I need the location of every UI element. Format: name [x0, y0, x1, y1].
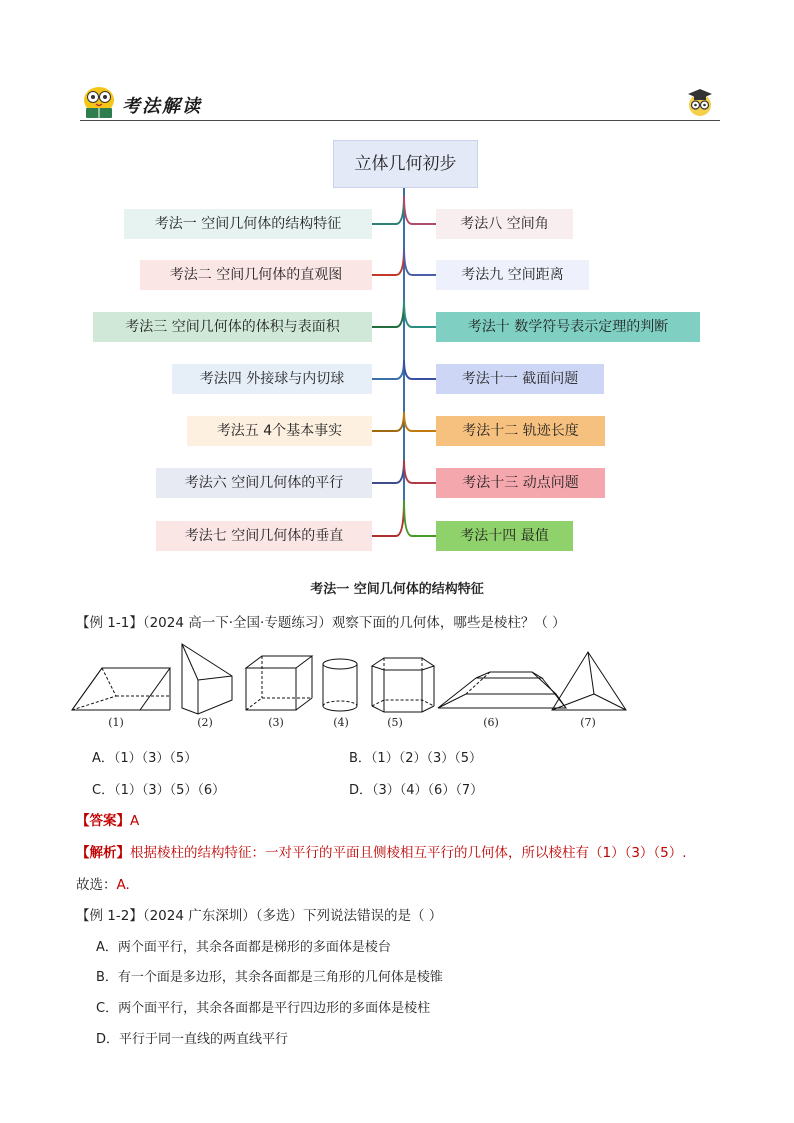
example-1-1-answer	[76, 809, 139, 829]
mindmap-root: 立体几何初步	[333, 140, 478, 188]
mindmap-left-item: 考法一 空间几何体的结构特征	[124, 209, 372, 239]
answer-tag: 【答案】	[76, 813, 130, 829]
mindmap-left-item: 考法五 4个基本事实	[187, 416, 372, 446]
mindmap-left-item: 考法三 空间几何体的体积与表面积	[93, 312, 372, 342]
figure-caption: (5)	[387, 716, 403, 729]
header-title: 考法解读	[122, 96, 202, 117]
conclusion-value: A.	[116, 877, 130, 893]
example-1-2-option-c: C．两个面平行，其余各面都是平行四边形的多面体是棱柱	[96, 1001, 431, 1016]
mindmap-right-item: 考法十三 动点问题	[436, 468, 605, 498]
mindmap-left-item: 考法六 空间几何体的平行	[156, 468, 372, 498]
example-1-2-stem: 【例 1-2】（2024 广东深圳）（多选）下列说法错误的是（ ）	[76, 908, 443, 924]
example-1-1-stem: 【例 1-1】（2024 高一下·全国·专题练习）观察下面的几何体，哪些是棱柱？（ ）	[76, 615, 566, 631]
section-title: 考法一 空间几何体的结构特征	[310, 582, 484, 597]
example-1-2-option-d: D．平行于同一直线的两直线平行	[96, 1032, 289, 1047]
mindmap-right-item: 考法十四 最值	[436, 521, 573, 551]
analysis-text: 根据棱柱的结构特征：一对平行的平面且侧棱相互平行的几何体，所以棱柱有（1）（3）（5）.	[130, 845, 687, 861]
geometry-figures	[66, 640, 636, 720]
example-1-1-option-d: D．（3）（4）（6）（7）	[349, 783, 484, 798]
mindmap-right-item: 考法十 数学符号表示定理的判断	[436, 312, 700, 342]
figure-caption: (2)	[197, 716, 213, 729]
figure-caption: (4)	[333, 716, 349, 729]
answer-value: A	[130, 813, 140, 829]
example-1-1-conclusion	[76, 873, 130, 893]
mindmap-right-item: 考法十一 截面问题	[436, 364, 604, 394]
figure-caption: (1)	[108, 716, 124, 729]
mindmap-right-item: 考法九 空间距离	[436, 260, 589, 290]
figure-caption: (3)	[268, 716, 284, 729]
mindmap-right-item: 考法八 空间角	[436, 209, 573, 239]
mindmap-left-item: 考法七 空间几何体的垂直	[156, 521, 372, 551]
example-1-1-option-c: C．（1）（3）（5）（6）	[92, 783, 226, 798]
figure-caption: (7)	[580, 716, 596, 729]
mindmap-left-item: 考法二 空间几何体的直观图	[140, 260, 372, 290]
example-1-1-option-b: B．（1）（2）（3）（5）	[349, 751, 483, 766]
mindmap-left-item: 考法四 外接球与内切球	[172, 364, 372, 394]
mindmap-right-item: 考法十二 轨迹长度	[436, 416, 605, 446]
analysis-tag: 【解析】	[76, 845, 130, 861]
example-1-1-analysis	[76, 841, 687, 861]
example-1-2-option-b: B．有一个面是多边形，其余各面都是三角形的几何体是棱锥	[96, 970, 443, 985]
figure-caption: (6)	[483, 716, 499, 729]
example-1-1-option-a: A．（1）（3）（5）	[92, 751, 198, 766]
example-1-2-option-a: A．两个面平行，其余各面都是梯形的多面体是棱台	[96, 940, 391, 955]
conclusion-prefix: 故选：	[76, 877, 117, 893]
